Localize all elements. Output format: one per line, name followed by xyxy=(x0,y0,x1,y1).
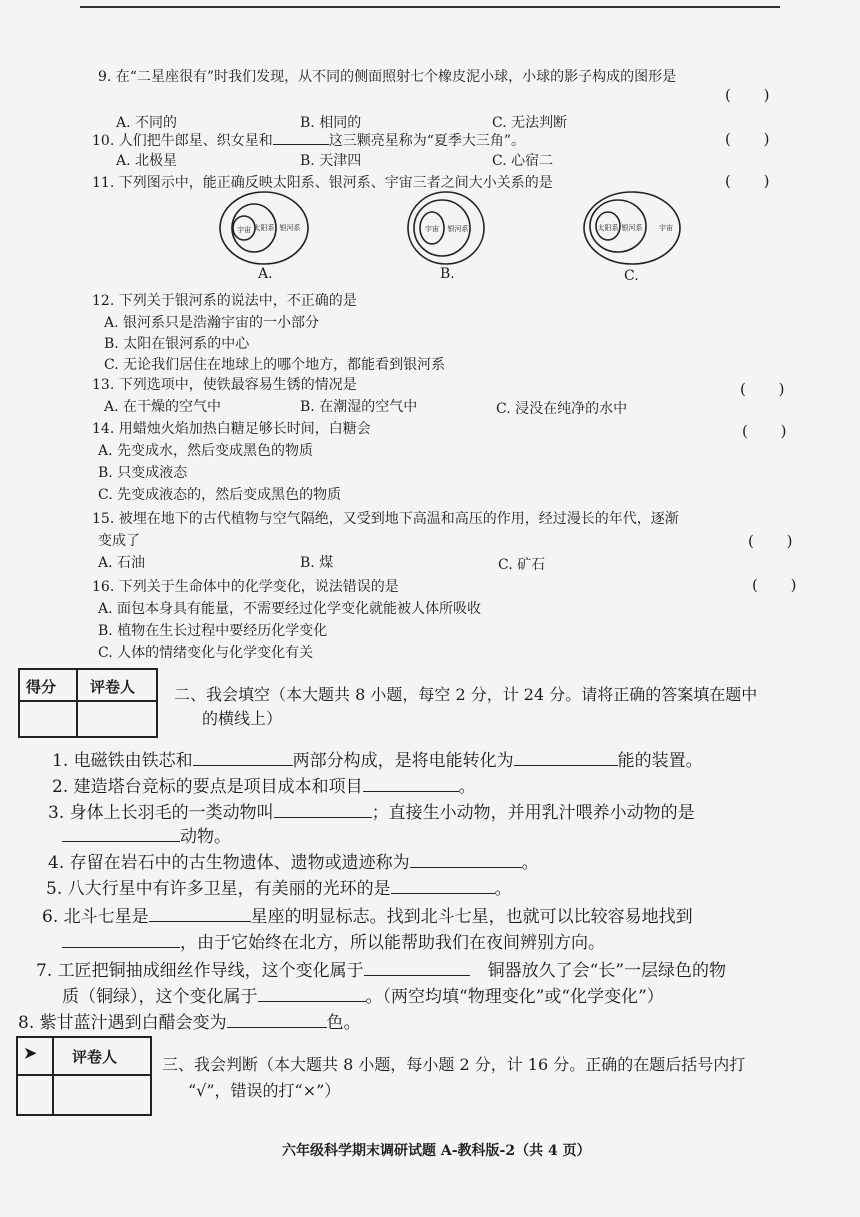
option-a: A. 石油 xyxy=(98,555,146,571)
grader-label: 评卷人 xyxy=(90,678,136,696)
blank[interactable] xyxy=(62,824,180,842)
blank[interactable] xyxy=(274,800,372,818)
answer-paren: ( ) xyxy=(725,172,784,190)
blank[interactable] xyxy=(363,774,459,792)
blank[interactable] xyxy=(193,748,293,766)
fill-5: 5. 八大行星中有许多卫星，有美丽的光环的是 。 xyxy=(46,874,512,899)
question-11-stem: 11. 下列图示中，能正确反映太阳系、银河系、宇宙三者之间大小关系的是 xyxy=(92,175,553,191)
diagram-c-label: C. xyxy=(624,268,639,284)
option-c: C. 浸没在纯净的水中 xyxy=(496,401,628,417)
question-10-stem: 10. 人们把牛郎星、织女星和 这三颗亮星称为“夏季大三角”。 xyxy=(92,130,525,150)
option-b: B. 煤 xyxy=(300,555,334,571)
score-box-section3 xyxy=(16,1036,152,1116)
blank[interactable] xyxy=(62,930,180,948)
option-a: A. 不同的 xyxy=(116,115,178,131)
option-c: C. 人体的情绪变化与化学变化有关 xyxy=(98,645,314,661)
section3-title-2: “√”，错误的打“×”） xyxy=(188,1081,341,1100)
blank[interactable] xyxy=(410,850,522,868)
svg-text:银河系: 银河系 xyxy=(447,225,469,233)
option-b: B. 相同的 xyxy=(300,115,362,131)
option-a: A. 先变成水，然后变成黑色的物质 xyxy=(98,443,314,459)
answer-paren: ( ) xyxy=(752,576,811,594)
option-c: C. 先变成液态的，然后变成黑色的物质 xyxy=(98,487,342,503)
svg-text:宇宙: 宇宙 xyxy=(659,224,673,232)
blank[interactable] xyxy=(258,984,366,1002)
answer-paren: ( ) xyxy=(725,130,784,148)
question-9-stem: 9. 在“二星座很有”时我们发现，从不同的侧面照射七个橡皮泥小球，小球的影子构成的图形是 xyxy=(98,69,677,85)
fill-6: 6. 北斗七星是 星座的明显标志。找到北斗七星，也就可以比较容易地找到 xyxy=(42,902,693,927)
question-16-stem: 16. 下列关于生命体中的化学变化，说法错误的是 xyxy=(92,579,399,595)
option-c: C. 无论我们居住在地球上的哪个地方，都能看到银河系 xyxy=(104,357,446,373)
option-a: A. 银河系只是浩瀚宇宙的一小部分 xyxy=(104,315,320,331)
option-a: A. 北极星 xyxy=(116,153,178,169)
question-13-stem: 13. 下列选项中，使铁最容易生锈的情况是 xyxy=(92,377,357,393)
section2-title: 二、我会填空（本大题共 8 小题，每空 2 分，计 24 分。请将正确的答案填在题中 xyxy=(174,685,758,704)
blank[interactable] xyxy=(149,904,251,922)
section2-title-2: 的横线上） xyxy=(202,709,283,728)
option-b: B. 太阳在银河系的中心 xyxy=(104,336,250,352)
grader-label: 评卷人 xyxy=(72,1048,118,1066)
fill-3: 3. 身体上长羽毛的一类动物叫 ；直接生小动物，并用乳汁喂养小动物的是 xyxy=(48,798,695,823)
score-box-section2 xyxy=(18,668,158,738)
answer-paren: ( ) xyxy=(725,86,784,104)
option-a: A. 面包本身具有能量，不需要经过化学变化就能被人体所吸收 xyxy=(98,601,482,617)
fill-4: 4. 存留在岩石中的古生物遗体、遗物或遗迹称为 。 xyxy=(48,848,539,873)
answer-paren: ( ) xyxy=(748,532,807,550)
fill-7: 7. 工匠把铜抽成细丝作导线，这个变化属于 铜器放久了会“长”一层绿色的物 xyxy=(36,956,726,981)
diagram-a-label: A. xyxy=(258,266,273,282)
label-universe: 宇宙 xyxy=(237,226,251,234)
option-c: C. 矿石 xyxy=(498,557,546,573)
fill-2: 2. 建造塔台竞标的要点是项目成本和项目 。 xyxy=(52,772,476,797)
question-15-stem-2: 变成了 xyxy=(98,533,140,549)
section3-title: 三、我会判断（本大题共 8 小题，每小题 2 分，计 16 分。正确的在题后括号内打 xyxy=(162,1055,746,1074)
label-solar: 太阳系 xyxy=(253,224,275,232)
diagram-option-b xyxy=(402,188,492,268)
option-c: C. 无法判断 xyxy=(492,115,568,131)
label-galaxy: 银河系 xyxy=(279,224,301,232)
option-b: B. 在潮湿的空气中 xyxy=(300,399,418,415)
top-border-line xyxy=(80,6,780,8)
blank[interactable] xyxy=(227,1010,327,1028)
diagram-option-a xyxy=(216,190,316,270)
score-label: 得分 xyxy=(26,678,57,696)
fill-6-cont: ，由于它始终在北方，所以能帮助我们在夜间辨别方向。 xyxy=(62,928,605,953)
fill-8: 8. 紫甘蓝汁遇到白醋会变为 色。 xyxy=(18,1008,361,1033)
blank[interactable] xyxy=(514,748,618,766)
fill-7-cont: 质（铜绿），这个变化属于 。（两空均填“物理变化”或“化学变化”） xyxy=(62,982,664,1007)
fill-3-cont: 动物。 xyxy=(62,822,231,847)
fill-1: 1. 电磁铁由铁芯和 两部分构成，是将电能转化为 能的装置。 xyxy=(52,746,703,771)
svg-text:宇宙: 宇宙 xyxy=(425,225,439,233)
option-b: B. 只变成液态 xyxy=(98,465,188,481)
diagram-b-label: B. xyxy=(440,266,455,282)
svg-text:银河系: 银河系 xyxy=(621,224,643,232)
svg-text:太阳系: 太阳系 xyxy=(597,224,619,232)
page-footer: 六年级科学期末调研试题 A-教科版-2（共 4 页） xyxy=(282,1143,591,1159)
arrow-icon: ➤ xyxy=(24,1044,37,1062)
blank[interactable] xyxy=(364,958,470,976)
blank[interactable] xyxy=(391,876,495,894)
option-a: A. 在干燥的空气中 xyxy=(104,399,222,415)
option-b: B. 天津四 xyxy=(300,153,362,169)
question-15-stem: 15. 被埋在地下的古代植物与空气隔绝，又受到地下高温和高压的作用，经过漫长的年代，逐渐 xyxy=(92,511,679,527)
option-c: C. 心宿二 xyxy=(492,153,554,169)
option-b: B. 植物在生长过程中要经历化学变化 xyxy=(98,623,328,639)
answer-paren: ( ) xyxy=(740,380,799,398)
question-12-stem: 12. 下列关于银河系的说法中，不正确的是 xyxy=(92,293,357,309)
diagram-option-c xyxy=(580,188,690,270)
question-14-stem: 14. 用蜡烛火焰加热白糖足够长时间，白糖会 xyxy=(92,421,371,437)
answer-paren: ( ) xyxy=(742,422,801,440)
